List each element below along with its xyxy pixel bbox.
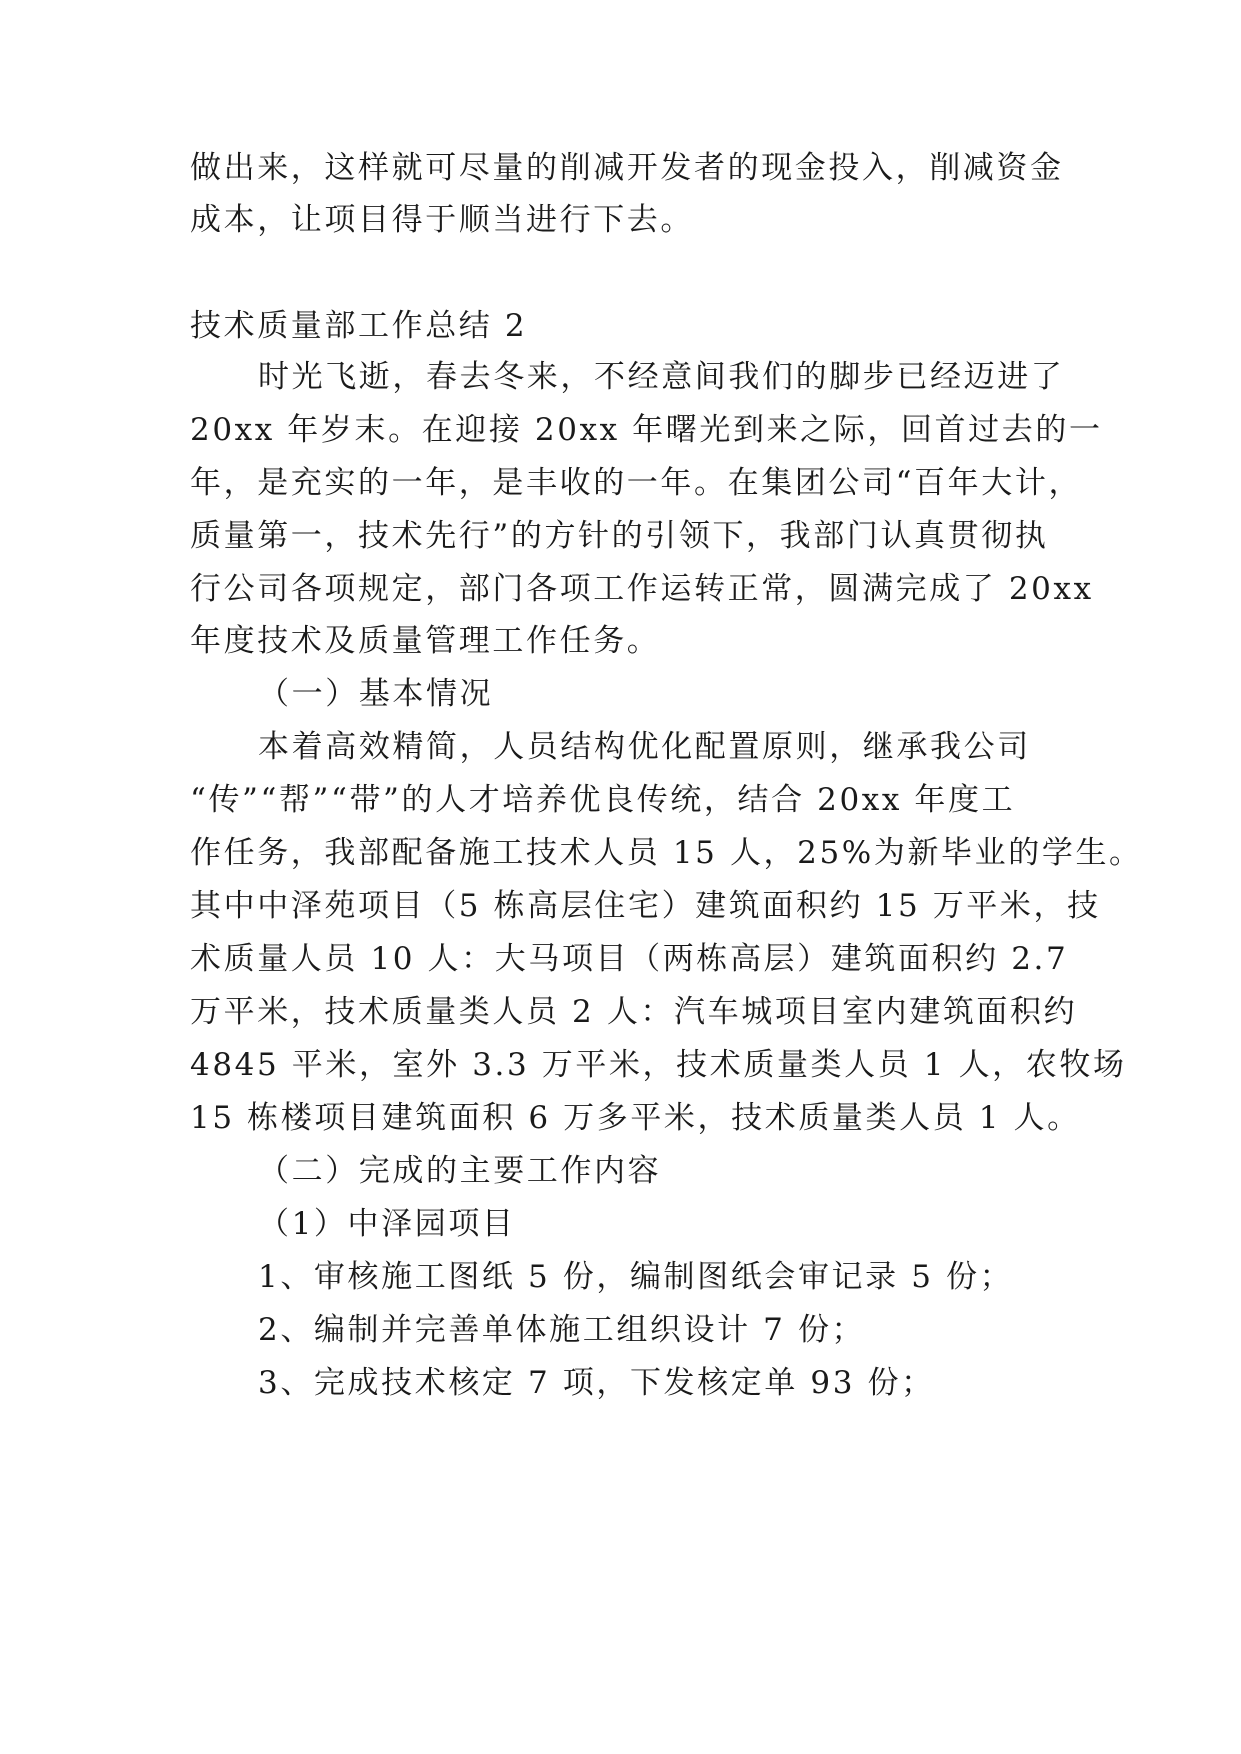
- section-title: 技术质量部工作总结 2: [190, 308, 528, 344]
- heading-project: （1）中泽园项目: [258, 1206, 516, 1242]
- para2-line-3: 作任务，我部配备施工技术人员 15 人，25%为新毕业的学生。: [190, 835, 1143, 871]
- para2-line-6: 万平米，技术质量类人员 2 人：汽车城项目室内建筑面积约: [190, 994, 1078, 1030]
- para2-line-2: “传”“帮”“带”的人才培养优良传统，结合 20xx 年度工: [190, 782, 1016, 818]
- para1-line-6: 年度技术及质量管理工作任务。: [190, 623, 661, 659]
- list-item: 3、完成技术核定 7 项，下发核定单 93 份；: [258, 1365, 935, 1401]
- list-item: 1、审核施工图纸 5 份，编制图纸会审记录 5 份；: [258, 1259, 1014, 1295]
- para2-line-7: 4845 平米，室外 3.3 万平米，技术质量类人员 1 人，农牧场: [190, 1047, 1127, 1083]
- heading-main-work: （二）完成的主要工作内容: [258, 1153, 662, 1189]
- para1-line-4: 质量第一，技术先行”的方针的引领下，我部门认真贯彻执: [190, 518, 1049, 554]
- intro-line-1: 做出来，这样就可尽量的削减开发者的现金投入，削减资金: [190, 150, 1064, 186]
- para1-line-5: 行公司各项规定，部门各项工作运转正常，圆满完成了 20xx: [190, 571, 1094, 607]
- para1-line-3: 年，是充实的一年，是丰收的一年。在集团公司“百年大计，: [190, 465, 1083, 501]
- para2-line-4: 其中中泽苑项目（5 栋高层住宅）建筑面积约 15 万平米，技: [190, 888, 1101, 924]
- intro-line-2: 成本，让项目得于顺当进行下去。: [190, 202, 694, 238]
- para2-line-1: 本着高效精简，人员结构优化配置原则，继承我公司: [258, 729, 1031, 765]
- para1-line-1: 时光飞逝，春去冬来，不经意间我们的脚步已经迈进了: [258, 359, 1065, 395]
- para2-line-8: 15 栋楼项目建筑面积 6 万多平米，技术质量类人员 1 人。: [190, 1100, 1081, 1136]
- heading-basic-situation: （一）基本情况: [258, 676, 494, 712]
- para1-line-2: 20xx 年岁末。在迎接 20xx 年曙光到来之际，回首过去的一: [190, 412, 1103, 448]
- para2-line-5: 术质量人员 10 人：大马项目（两栋高层）建筑面积约 2.7: [190, 941, 1069, 977]
- list-item: 2、编制并完善单体施工组织设计 7 份；: [258, 1312, 866, 1348]
